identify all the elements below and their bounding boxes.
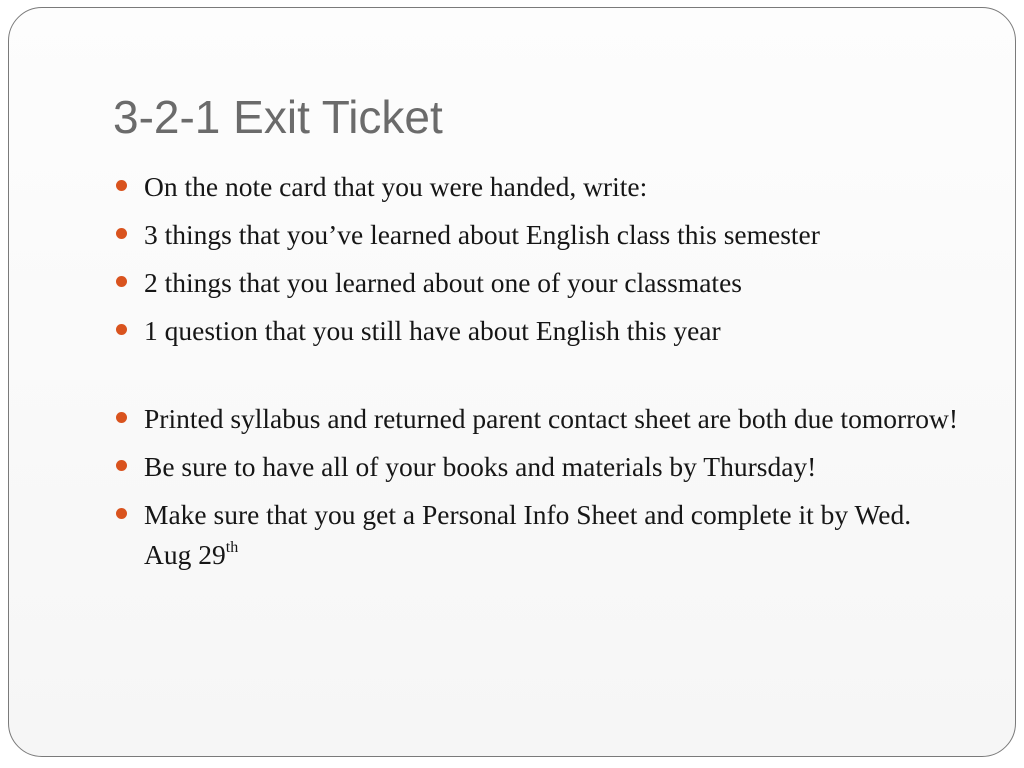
bullet-dot-icon [116,228,127,239]
bullet-text: 1 question that you still have about English this year [144,315,721,346]
bullet-item [113,311,963,351]
bullet-item [113,167,963,207]
bullet-text: Printed syllabus and returned parent contact sheet are both due tomorrow! [144,403,959,434]
slide-title: 3-2-1 Exit Ticket [113,91,443,143]
bullet-text: Be sure to have all of your books and materials by Thursday! [144,451,817,482]
bullet-dot-icon [116,324,127,335]
bullet-text: Make sure that you get a Personal Info Sheet and complete it by Wed. Aug 29 [144,499,912,570]
bullet-item [113,263,963,303]
bullet-text: On the note card that you were handed, write: [144,171,648,202]
bullet-dot-icon [116,412,127,423]
bullet-text: 3 things that you’ve learned about English class this semester [144,219,820,250]
bullet-dot-icon [116,276,127,287]
bullet-item [113,215,963,255]
bullet-list [113,167,963,583]
bullet-item [113,495,963,575]
bullet-item [113,399,963,439]
bullet-item [113,447,963,487]
bullet-dot-icon [116,508,127,519]
bullet-dot-icon [116,460,127,471]
date-ordinal-suffix: th [225,539,239,556]
bullet-dot-icon [116,180,127,191]
bullet-text: 2 things that you learned about one of your classmates [144,267,742,298]
